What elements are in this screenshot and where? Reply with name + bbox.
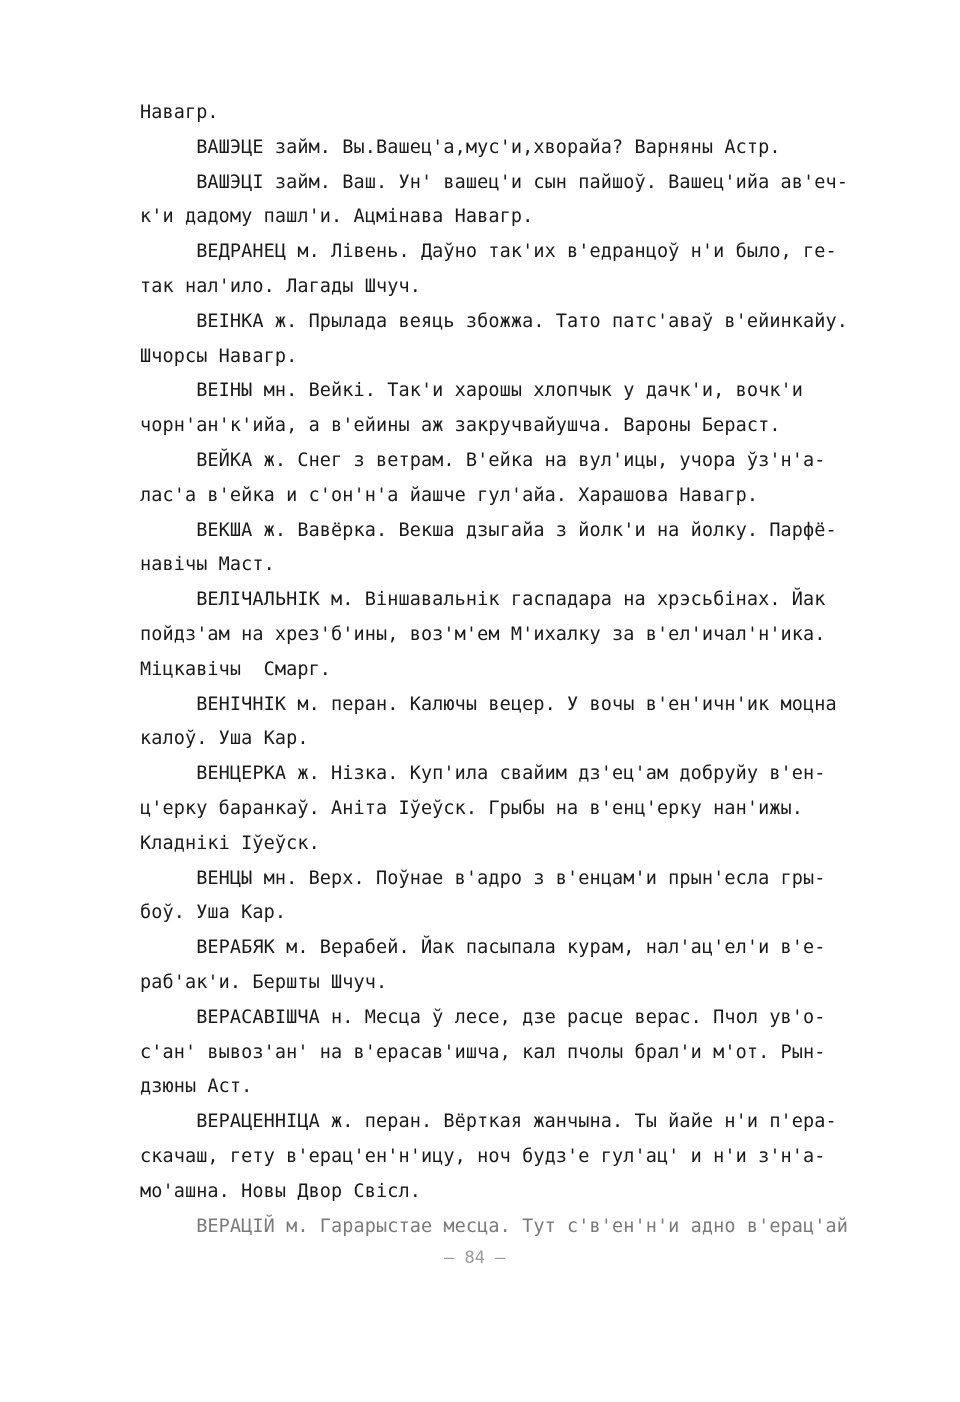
- text-line: так нал'ило. Лагады Шчуч.: [140, 275, 421, 297]
- text-line: боў. Уша Кар.: [140, 902, 287, 924]
- text-line: ВЕКША ж. Вавёрка. Векша дзыгайа з йолк'и на йолку. Парфё-: [140, 519, 837, 541]
- text-line: лас'а в'ейка и с'он'н'а йашче гул'айа. Харашова Навагр.: [140, 484, 759, 506]
- text-line: к'и дадому пашл'и. Ацмінава Навагр.: [140, 206, 534, 228]
- text-line: навічы Маст.: [140, 554, 275, 576]
- text-line: ВЕРАБЯК м. Верабей. Йак пасыпала курам, нал'ац'ел'и в'е-: [140, 937, 826, 959]
- text-line: Навагр.: [140, 102, 219, 123]
- text-line: ВЕНІЧНІК м. перан. Калючы вецер. У вочы в'ен'ичн'ик моцна: [140, 693, 837, 715]
- text-line: ВАШЭЦЕ займ. Вы.Вашец'а,мус'и,хворайа? Варняны Астр.: [140, 136, 781, 158]
- text-line: ВЕІНЫ мн. Вейкі. Так'и харошы хлопчык у дачк'и, вочк'и: [140, 380, 804, 402]
- text-line: калоў. Уша Кар.: [140, 728, 309, 750]
- text-line: ВЕЙКА ж. Снег з ветрам. В'ейка на вул'ицы, учора ўз'н'а-: [140, 449, 826, 471]
- text-line: мо'ашна. Новы Двор Свісл.: [140, 1180, 421, 1202]
- text-line: ВЕРАСАВІШЧА н. Месца ў лесе, дзе расце верас. Пчол ув'о-: [140, 1006, 826, 1028]
- text-line: Міцкавічы Смарг.: [140, 658, 332, 680]
- text-line: ВЕДРАНЕЦ м. Лівень. Даўно так'их в'едранцоў н'и было, ге-: [140, 241, 837, 263]
- text-line: с'ан' вывоз'ан' на в'ерасав'ишча, кал пчолы брал'и м'от. Рын-: [140, 1041, 826, 1063]
- text-line: ВЕЛІЧАЛЬНІК м. Віншавальнік гаспадара на хрэсьбінах. Йак: [140, 589, 826, 611]
- text-line: ВАШЭЦІ займ. Ваш. Ун' вашец'и сын пайшоў. Вашец'ийа ав'еч-: [140, 171, 848, 193]
- text-line: пойдз'ам на хрез'б'ины, воз'м'ем М'ихалку за в'ел'ичал'н'ика.: [140, 623, 826, 645]
- text-line: Шчорсы Навагр.: [140, 345, 298, 367]
- text-line: чорн'ан'к'ийа, а в'ейины аж закручвайушча. Вароны Бераст.: [140, 415, 781, 437]
- text-line: ВЕІНКА ж. Прылада веяць збожжа. Тато патс'аваў в'ейинкайу.: [140, 310, 848, 332]
- text-line: ВЕНЦЕРКА ж. Нізка. Куп'ила свайим дз'ец'ам добруйу в'ен-: [140, 763, 826, 785]
- text-line: ц'ерку баранкаў. Аніта Іўеўск. Грыбы на в'енц'ерку нан'ижы.: [140, 797, 804, 819]
- text-line: ВЕНЦЫ мн. Верх. Поўнае в'адро з в'енцам'и прын'есла гры-: [140, 867, 826, 889]
- text-line-faded: ВЕРАЦІЙ м. Гарарыстае месца. Тут с'в'ен'н'и адно в'ерац'ай: [140, 1215, 848, 1237]
- text-line: дзюны Аст.: [140, 1076, 253, 1098]
- text-line: ВЕРАЦЕННІЦА ж. перан. Вёрткая жанчына. Ты йайе н'и п'ера-: [140, 1111, 837, 1133]
- text-line: скачаш, гету в'ерац'ен'н'ицу, ноч будз'е гул'ац' и н'и з'н'а-: [140, 1145, 826, 1167]
- dictionary-text: [140, 96, 900, 1244]
- text-line: Кладнікі Іўеўск.: [140, 832, 320, 854]
- page-number: – 84 –: [444, 1248, 506, 1268]
- text-line: раб'ак'и. Бершты Шчуч.: [140, 971, 388, 993]
